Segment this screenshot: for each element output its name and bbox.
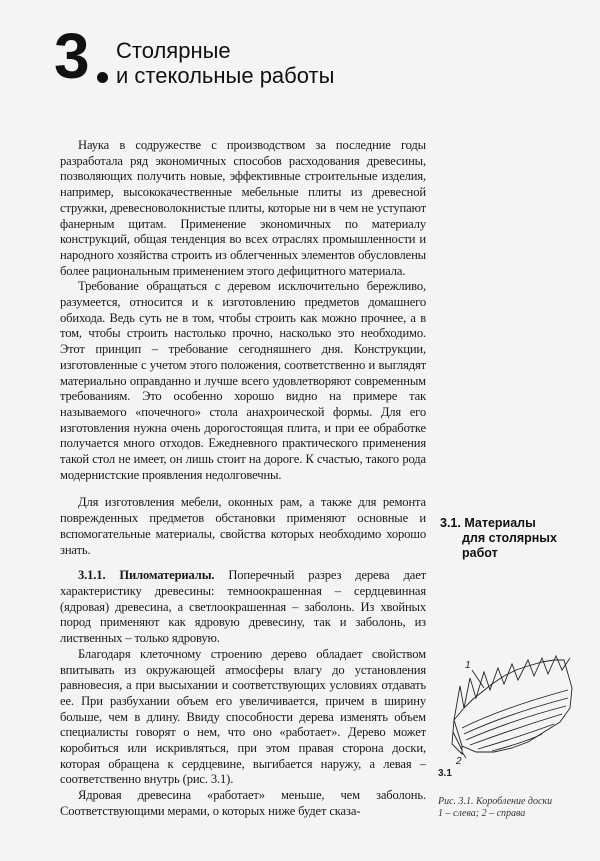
section-heading-3-1 [440, 516, 580, 561]
paragraph-6: Ядровая древесина «работает» меньше, чем заболонь. Соответствующими мерами, о которых ниже будет сказа- [60, 788, 426, 818]
grain-line [466, 706, 566, 740]
figure-number-label: 3.1 [438, 768, 452, 779]
chapter-title [116, 38, 334, 88]
paragraph-2: Требование обращаться с деревом исключительно бережливо, разумеется, относится и к изготовлению предметов домашнего обихода. Ведь суть не в том, чтобы строить как можно прочнее, а в том, чтобы строить настолько прочно, насколько это необходимо. Этот принцип – требование сегодняшнего дня. Конструкции, изготовленные с учетом этого положения, соответственно и выглядят материально оправданно и лучше всего удовлетворяют современным требованиям. Это особенно хорошо видно на примере так называемого «почечного» стола анахроической формы. Для его изготовления нужна очень дорогостоящая плита, и при ее обработке получается много отходов. Ежедневного практического применения такой стол не имеет, он лишь стоит на дороге. К счастью, такого рода модернистские проявления недолговечны. [60, 279, 426, 482]
section-heading-line2: для столярных [462, 531, 557, 545]
grain-line [478, 724, 554, 749]
paragraph-1: Наука в содружестве с производством за последние годы разработала ряд экономичных способов расходования древесины, позволяющих получить новые, эффективные строительные изделия, например, высококачественные мебельные плиты из древесной стружки, древесноволокнистые плиты, которые ни в чем не уступают фанерным щитам. Применение экономичных по материалу конструкций, общая тенденция во всех отраслях промышленности и народного хозяйства строить из облегченных элементов обусловлены более рациональным применением этого дефицитного материала. [60, 138, 426, 278]
paragraph-3: Для изготовления мебели, оконных рам, а также для ремонта поврежденных предметов обстановки применяют основные и вспомогательные материалы, свойства которых необходимо хорошо знать. [60, 495, 426, 557]
chapter-title-line2: и стекольные работы [116, 63, 335, 88]
section-heading-line3: работ [462, 546, 498, 560]
board-split-edge [454, 656, 570, 720]
figure-caption-line1: Рис. 3.1. Коробление доски [438, 796, 553, 807]
chapter-number-dot [97, 72, 108, 83]
paragraph-4-body: Поперечный разрез дерева дает характеристику древесины: темноокрашенная – сердцевинная (ядровая) древесина, а светлоокрашенная – заболонь. Из хвойных пород применяют как ядровую древесину, так и заболонь, из лиственных – только ядровую. [60, 568, 426, 646]
chapter-title-line1: Столярные [116, 38, 231, 63]
subsection-heading-3-1-1: 3.1.1. Пиломатериалы. [78, 568, 215, 583]
section-gap [60, 558, 426, 568]
chapter-header [54, 20, 474, 100]
marker2-leader [462, 752, 466, 758]
chapter-number: 3 [54, 20, 90, 92]
paragraph-5: Благодаря клеточному строению дерево обладает свойством впитывать из окружающей атмосферы влагу до установления равновесия, а при высыхании и соответствующих условиях отдавать ее. При разбухании объем его увеличивается, причем в ширину больше, чем в длину. Ввиду способности дерева изменять объем специалисты говорят о нем, что оно «работает». Дерево может коробиться или искривляться, при этом правая сторона доски, которая обращена к сердцевине, выгибается наружу, а левая – соответственно внутрь (рис. 3.1). [60, 646, 426, 787]
section-heading-line1: 3.1. Материалы [440, 516, 536, 530]
paragraph-4 [60, 568, 426, 647]
figure-caption [438, 796, 588, 820]
figure-caption-line2: 1 – слева; 2 – справа [438, 808, 526, 819]
main-text-column [60, 138, 426, 820]
board-end-face [452, 720, 462, 754]
figure-marker-1: 1 [465, 660, 471, 671]
section-gap [60, 483, 426, 495]
figure-marker-2: 2 [456, 756, 462, 767]
board-warping-illustration [432, 648, 582, 788]
